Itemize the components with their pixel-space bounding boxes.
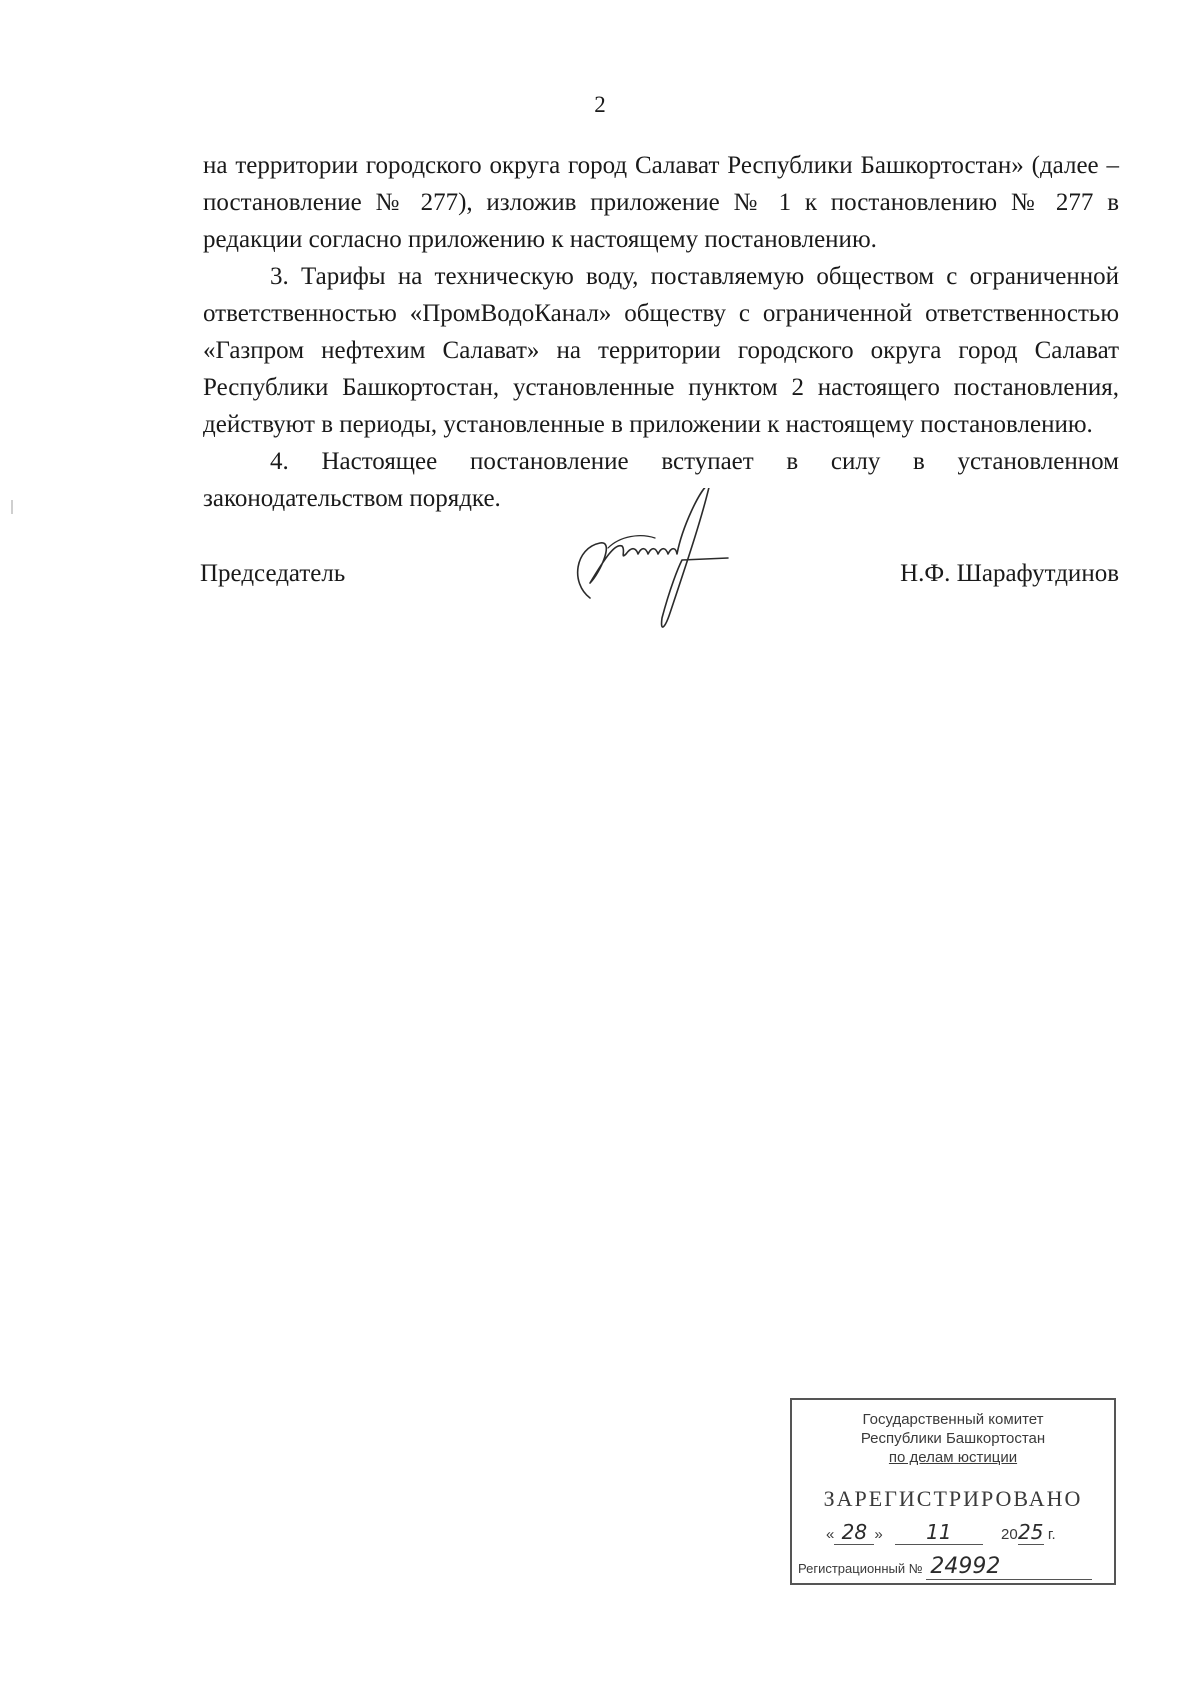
handwritten-signature [560, 488, 730, 638]
stamp-year-prefix: 20 [1001, 1526, 1018, 1543]
stamp-organization [792, 1410, 1114, 1467]
stamp-reg-number: 24992 [926, 1554, 1092, 1580]
stamp-org-line: Республики Башкортостан [860, 1430, 1046, 1447]
stamp-month: 11 [895, 1520, 983, 1545]
stamp-day: 28 [834, 1520, 874, 1545]
paragraph-item-3: 3. Тарифы на техническую воду, поставляемую обществом с ограниченной ответственностью «ПромВодоКанал» обществу с ограниченной ответственностью «Газпром нефтехим Салават» на территории городского округа город Салават Республики Башкортостан, установленные пунктом 2 настоящего постановления, действуют в периоды, установленные в приложении к настоящему постановлению. [203, 263, 1119, 438]
signer-title: Председатель [200, 560, 346, 587]
document-body [203, 147, 1119, 517]
stamp-org-line: по делам юстиции [888, 1449, 1018, 1466]
signer-name: Н.Ф. Шарафутдинов [900, 560, 1119, 587]
stamp-org-line: Государственный комитет [862, 1411, 1044, 1428]
paragraph-item-4: 4. Настоящее постановление вступает в силу в установленном законодательством порядке. [203, 448, 1119, 512]
scan-artifact [11, 500, 13, 514]
stamp-status: ЗАРЕГИСТРИРОВАНО [823, 1486, 1083, 1511]
paragraph-continuation: на территории городского округа город Салават Республики Башкортостан» (далее – постановление № 277), изложив приложение № 1 к постановлению № 277 в редакции согласно приложению к настоящему постановлению. [203, 152, 1119, 253]
stamp-reg-label: Регистрационный № [798, 1561, 923, 1576]
stamp-year-suffix: 25 [1017, 1520, 1044, 1544]
page-number: 2 [594, 92, 606, 117]
stamp-registration [798, 1554, 1092, 1580]
stamp-year-unit: г. [1047, 1526, 1056, 1543]
registration-stamp [790, 1398, 1116, 1585]
stamp-date: « 28 » 11 2025 г. [826, 1520, 1056, 1544]
